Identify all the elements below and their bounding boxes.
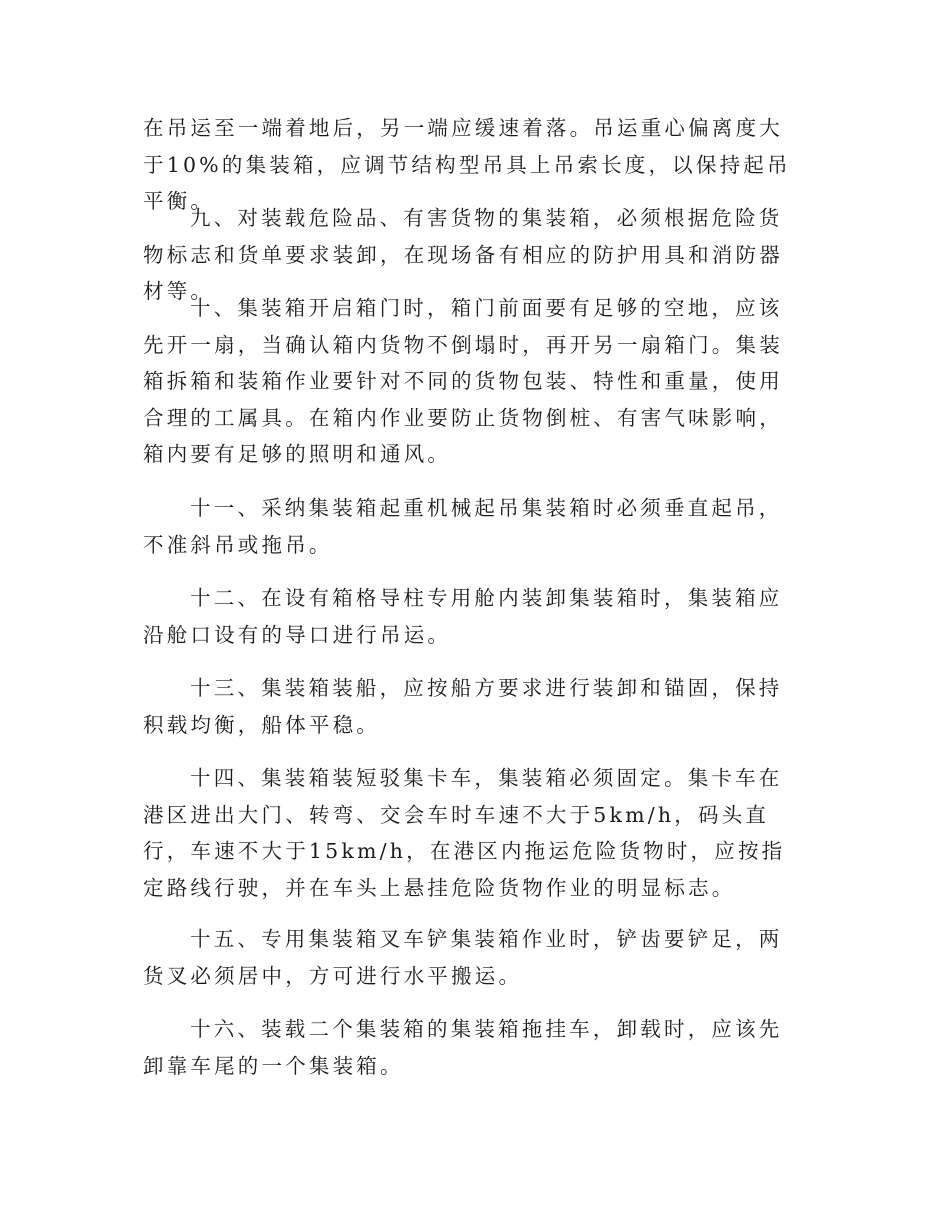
paragraph-item-13: 十三、集装箱装船，应按船方要求进行装卸和锚固，保持积载均衡，船体平稳。	[143, 676, 783, 737]
paragraph-item-12: 十二、在设有箱格导柱专用舱内装卸集装箱时，集装箱应沿舱口设有的导口进行吊运。	[143, 586, 783, 647]
paragraph-item-14: 十四、集装箱装短驳集卡车，集装箱必须固定。集卡车在港区进出大门、转弯、交会车时车速不大于5km/h，码头直行，车速不大于15km/h，在港区内拖运危险货物时，应按指定路线行驶，并在车头上悬挂危险货物作业的明显标志。	[143, 766, 786, 900]
paragraph-item-11: 十一、采纳集装箱起重机械起吊集装箱时必须垂直起吊，不准斜吊或拖吊。	[143, 496, 783, 557]
paragraph-continuation: 在吊运至一端着地后，另一端应缓速着落。吊运重心偏离度大于10%的集装箱，应调节结构型吊具上吊索长度，以保持起吊平衡。	[143, 116, 791, 213]
paragraph-item-15: 十五、专用集装箱叉车铲集装箱作业时，铲齿要铲足，两货叉必须居中，方可进行水平搬运。	[143, 927, 783, 988]
paragraph-item-10: 十、集装箱开启箱门时，箱门前面要有足够的空地，应该先开一扇，当确认箱内货物不倒塌时，再开另一扇箱门。集装箱拆箱和装箱作业要针对不同的货物包装、特性和重量，使用合理的工属具。在箱内作业要防止货物倒桩、有害气味影响，箱内要有足够的照明和通风。	[143, 296, 783, 466]
paragraph-item-9: 九、对装载危险品、有害货物的集装箱，必须根据危险货物标志和货单要求装卸，在现场备有相应的防护用具和消防器材等。	[143, 206, 783, 303]
paragraph-item-16: 十六、装载二个集装箱的集装箱拖挂车，卸载时，应该先卸靠车尾的一个集装箱。	[143, 1017, 783, 1078]
